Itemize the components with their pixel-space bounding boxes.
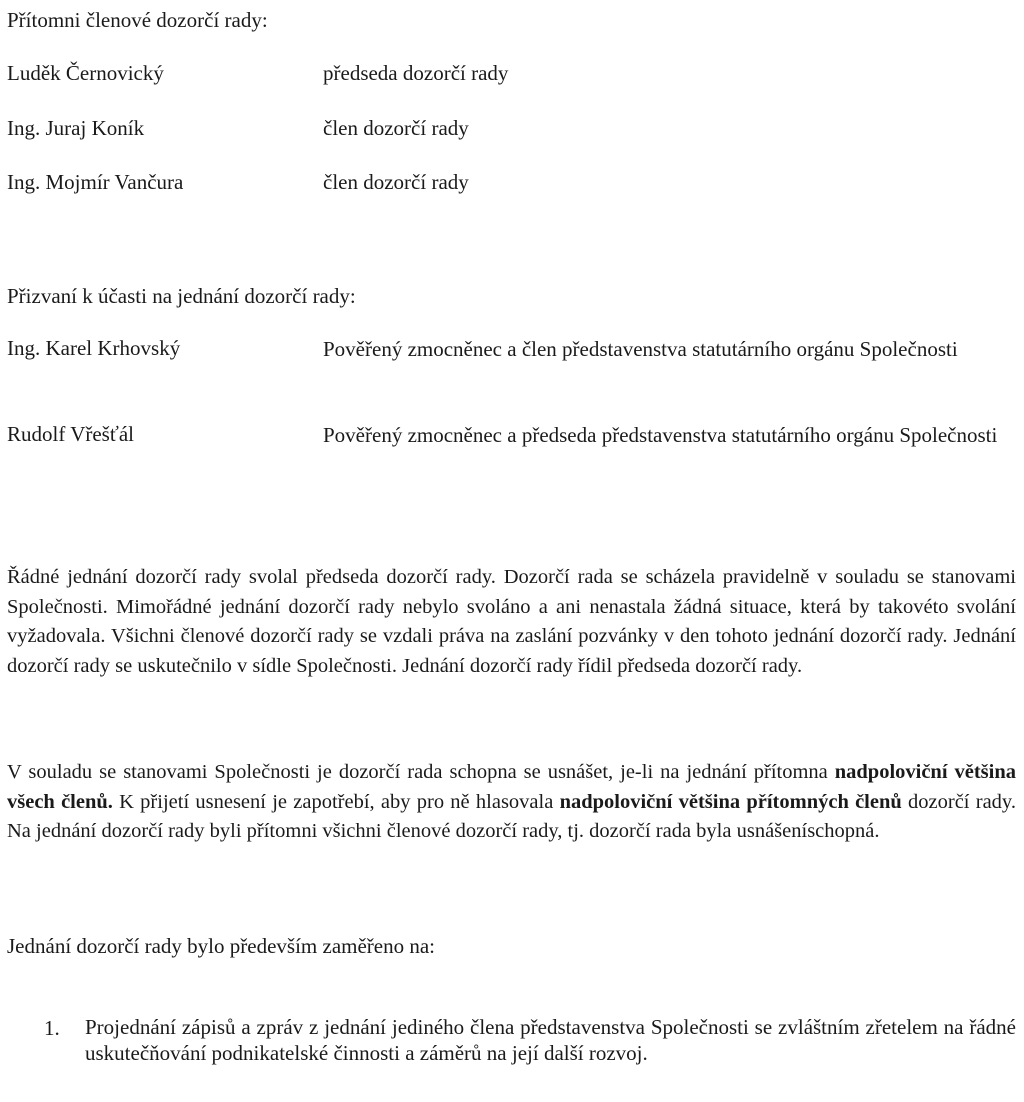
member-role: člen dozorčí rady bbox=[323, 116, 469, 140]
invited-heading: Přizvaní k účasti na jednání dozorčí rady: bbox=[7, 284, 356, 308]
paragraph-meeting-convened: Řádné jednání dozorčí rady svolal předseda dozorčí rady. Dozorčí rada se scházela pravidelně v souladu se stanovami Společnosti. Mimořádné jednání dozorčí rady nebylo svoláno a ani nenastala žádná situace, která by takovéto svolání vyžadovala. Všichni členové dozorčí rady se vzdali práva na zaslání pozvánky v den tohoto jednání dozorčí rady. Jednání dozorčí rady se uskutečnilo v sídle Společnosti. Jednání dozorčí rady řídil předseda dozorčí rady. bbox=[7, 566, 1016, 677]
invited-member-row bbox=[7, 334, 1016, 364]
quorum-text: V souladu se stanovami Společnosti je dozorčí rada schopna se usnášet, je-li na jednání přítomna bbox=[7, 761, 835, 783]
member-name: Luděk Černovický bbox=[7, 61, 164, 85]
quorum-bold-text: nadpoloviční většina přítomných členů bbox=[559, 790, 902, 813]
quorum-text: dozorčí rady. Na jednání dozorčí rady byli přítomni všichni členové dozorčí rady, tj. dozorčí rada byla usnášeníschopná. bbox=[7, 790, 1016, 842]
member-role: člen dozorčí rady bbox=[323, 170, 469, 194]
member-name: Ing. Mojmír Vančura bbox=[7, 170, 184, 194]
member-name: Ing. Karel Krhovský bbox=[7, 336, 181, 360]
present-members-heading: Přítomni členové dozorčí rady: bbox=[7, 8, 268, 32]
member-role: Pověřený zmocněnec a předseda představenstva statutárního orgánu Společnosti bbox=[323, 423, 998, 447]
agenda-item-number: 1. bbox=[44, 1016, 60, 1040]
invited-member-row bbox=[7, 420, 1016, 450]
member-name: Ing. Juraj Koník bbox=[7, 116, 145, 140]
quorum-bold-text: nadpoloviční většina všech členů. bbox=[7, 761, 1016, 813]
present-member-row bbox=[7, 114, 1016, 144]
member-role: Pověřený zmocněnec a člen představenstva statutárního orgánu Společnosti bbox=[323, 337, 958, 361]
member-role: předseda dozorčí rady bbox=[323, 61, 509, 85]
agenda-item-text: Projednání zápisů a zpráv z jednání jediného člena představenstva Společnosti se zvláštním zřetelem na řádné uskutečňování podnikatelské činnosti a záměrů na její další rozvoj. bbox=[85, 1015, 1016, 1065]
present-member-row bbox=[7, 59, 1016, 89]
focus-heading: Jednání dozorčí rady bylo především zaměřeno na: bbox=[7, 934, 436, 958]
present-member-row bbox=[7, 168, 1016, 198]
paragraph-quorum bbox=[7, 758, 1016, 847]
member-name: Rudolf Vřešťál bbox=[7, 422, 134, 446]
quorum-text: K přijetí usnesení je zapotřebí, aby pro ně hlasovala bbox=[112, 790, 560, 813]
